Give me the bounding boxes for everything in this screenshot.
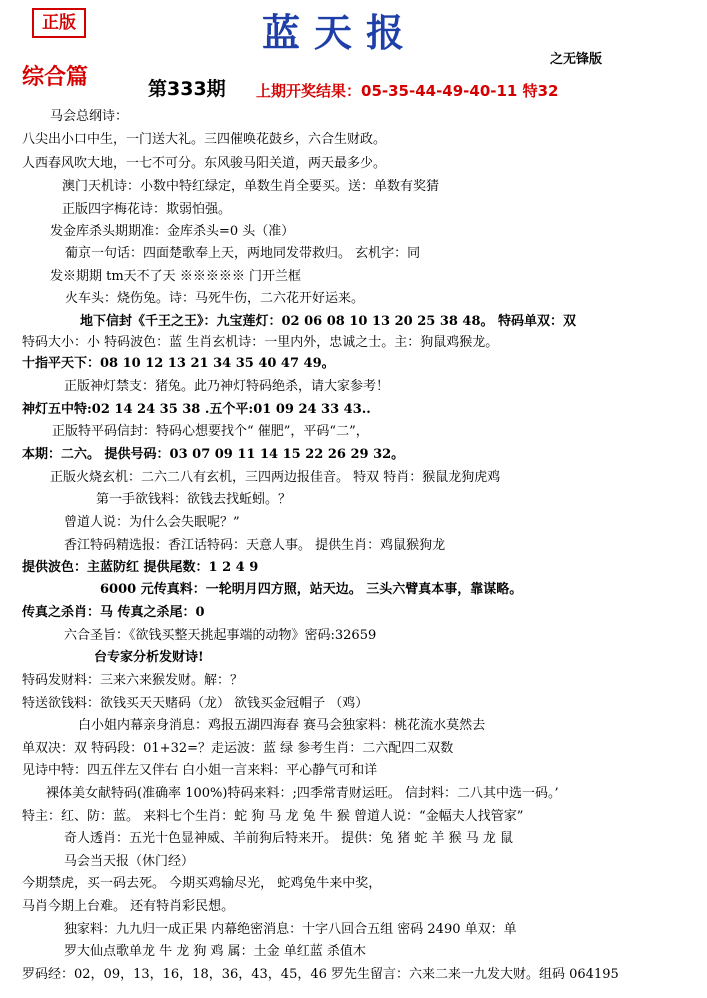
text-line: 马会总纲诗：	[50, 109, 129, 124]
text-line: 单双决：双 特码段：01+32=？走运波：蓝 绿 参考生肖：二六配四二双数	[22, 741, 454, 756]
text-line: 正版四字梅花诗：欺弱怕强。	[62, 202, 232, 217]
text-line: 发※期期 tm天不了天 ※※※※※ 门开兰框	[50, 269, 301, 284]
section-title: 综合篇	[22, 64, 89, 90]
text-line: 正版火烧玄机：二六二八有玄机，三四两边报佳音。 特双 特肖：猴鼠龙狗虎鸡	[50, 470, 501, 485]
text-line: 独家料：九九归一成正果 内幕绝密消息：十字八回合五组 密码 2490 单双：单	[64, 922, 517, 937]
text-line: 发金库杀头期期准：金库杀头=0 头（准）	[50, 224, 295, 239]
text-line: 6000 元传真料：一轮明月四方照，站天边。 三头六臂真本事，靠谋略。	[100, 582, 523, 597]
text-line: 火车头：烧伤兔。诗：马死牛伤，二六花开好运来。	[65, 291, 365, 306]
edition-badge: 正版	[32, 8, 86, 38]
text-line: 裸体美女献特码(准确率 100%)特码来料：;四季常青财运旺。 信封料：二八其中选一码。’	[46, 786, 559, 801]
text-line: 特码大小：小 特码波色：蓝 生肖玄机诗：一里内外，忠诚之士。主：狗鼠鸡猴龙。	[22, 335, 499, 350]
text-line: 特码发财料：三来六来猴发财。解：？	[22, 673, 244, 688]
text-line: 罗大仙点歌单龙 牛 龙 狗 鸡 属：土金 单红蓝 杀值木	[64, 944, 366, 959]
text-line: 见诗中特：四五伴左又伴右 白小姐一言来料：平心静气可和详	[22, 763, 378, 778]
text-line: 曾道人说：为什么会失眠呢？”	[64, 515, 240, 530]
last-draw-result: 上期开奖结果：05-35-44-49-40-11 特32	[256, 82, 559, 100]
text-line: 白小姐内幕亲身消息：鸡报五湖四海春 赛马会独家料：桃花流水莫然去	[78, 718, 486, 733]
text-line: 葡京一句话：四面楚歌奉上天，两地同发带救归。 玄机字：同	[65, 246, 421, 261]
text-line: 香江特码精选报：香江话特码：天意人事。 提供生肖：鸡鼠猴狗龙	[64, 538, 446, 553]
text-line: 正版特平码信封：特码心想要找个“ 催肥”，平码“二”，	[52, 424, 369, 439]
text-line: 八尖出小口中生，一门送大礼。三四催唤花鼓乡，六合生财政。	[22, 132, 387, 147]
text-line: 传真之杀肖：马 传真之杀尾：0	[22, 605, 205, 620]
text-line: 马会当天报（休门经）	[64, 854, 195, 869]
text-line: 今期禁虎，买一码去死。 今期买鸡输尽光， 蛇鸡兔牛来中奖，	[22, 876, 382, 891]
text-line: 马肖今期上台难。 还有特肖彩民想。	[22, 899, 235, 914]
issue-number: 第333期	[148, 78, 226, 100]
text-line: 人西春风吹大地，一七不可分。东风骏马阳关道，两天最多少。	[22, 156, 387, 171]
text-line: 奇人透肖：五光十色显神威、羊前狗后特来开。 提供：兔 猪 蛇 羊 猴 马 龙 鼠	[64, 831, 514, 846]
text-line: 特主：红、防：蓝。 来料七个生肖：蛇 狗 马 龙 兔 牛 猴 曾道人说：“金幅夫人找管家”	[22, 809, 524, 824]
text-line: 十指平天下：08 10 12 13 21 34 35 40 47 49。	[22, 356, 335, 371]
text-line: 六合圣旨：《欲钱买整天挑起事端的动物》密码:32659	[64, 628, 377, 643]
text-line: 正版神灯禁支：猪兔。此乃神灯特码绝杀，请大家参考！	[64, 379, 390, 394]
masthead-title: 蓝天报	[261, 11, 418, 55]
text-line: 台专家分析发财诗!	[94, 650, 204, 665]
text-line: 罗码经：02，09，13，16，18，36，43，45，46 罗先生留言：六来二来一九发大财。组码 064195	[22, 967, 619, 982]
text-line: 第一手欲钱料：欲钱去找蚯蚓。？	[96, 492, 292, 507]
text-line: 特送欲钱料：欲钱买天天赌码（龙） 欲钱买金冠帽子 （鸡）	[22, 696, 369, 711]
text-line: 澳门天机诗：小数中特红绿定，单数生肖全要买。送：单数有奖猜	[62, 179, 440, 194]
text-line: 神灯五中特:02 14 24 35 38 .五个平:01 09 24 33 43..	[22, 402, 371, 417]
edition-label: 之无锋版	[550, 52, 603, 67]
text-line: 本期：二六。 提供号码：03 07 09 11 14 15 22 26 29 32。	[22, 447, 405, 462]
text-line: 地下信封《千王之王》：九宝莲灯：02 06 08 10 13 20 25 38 48。 特码单双：双	[80, 314, 577, 329]
text-line: 提供波色：主蓝防红 提供尾数：1 2 4 9	[22, 560, 259, 575]
